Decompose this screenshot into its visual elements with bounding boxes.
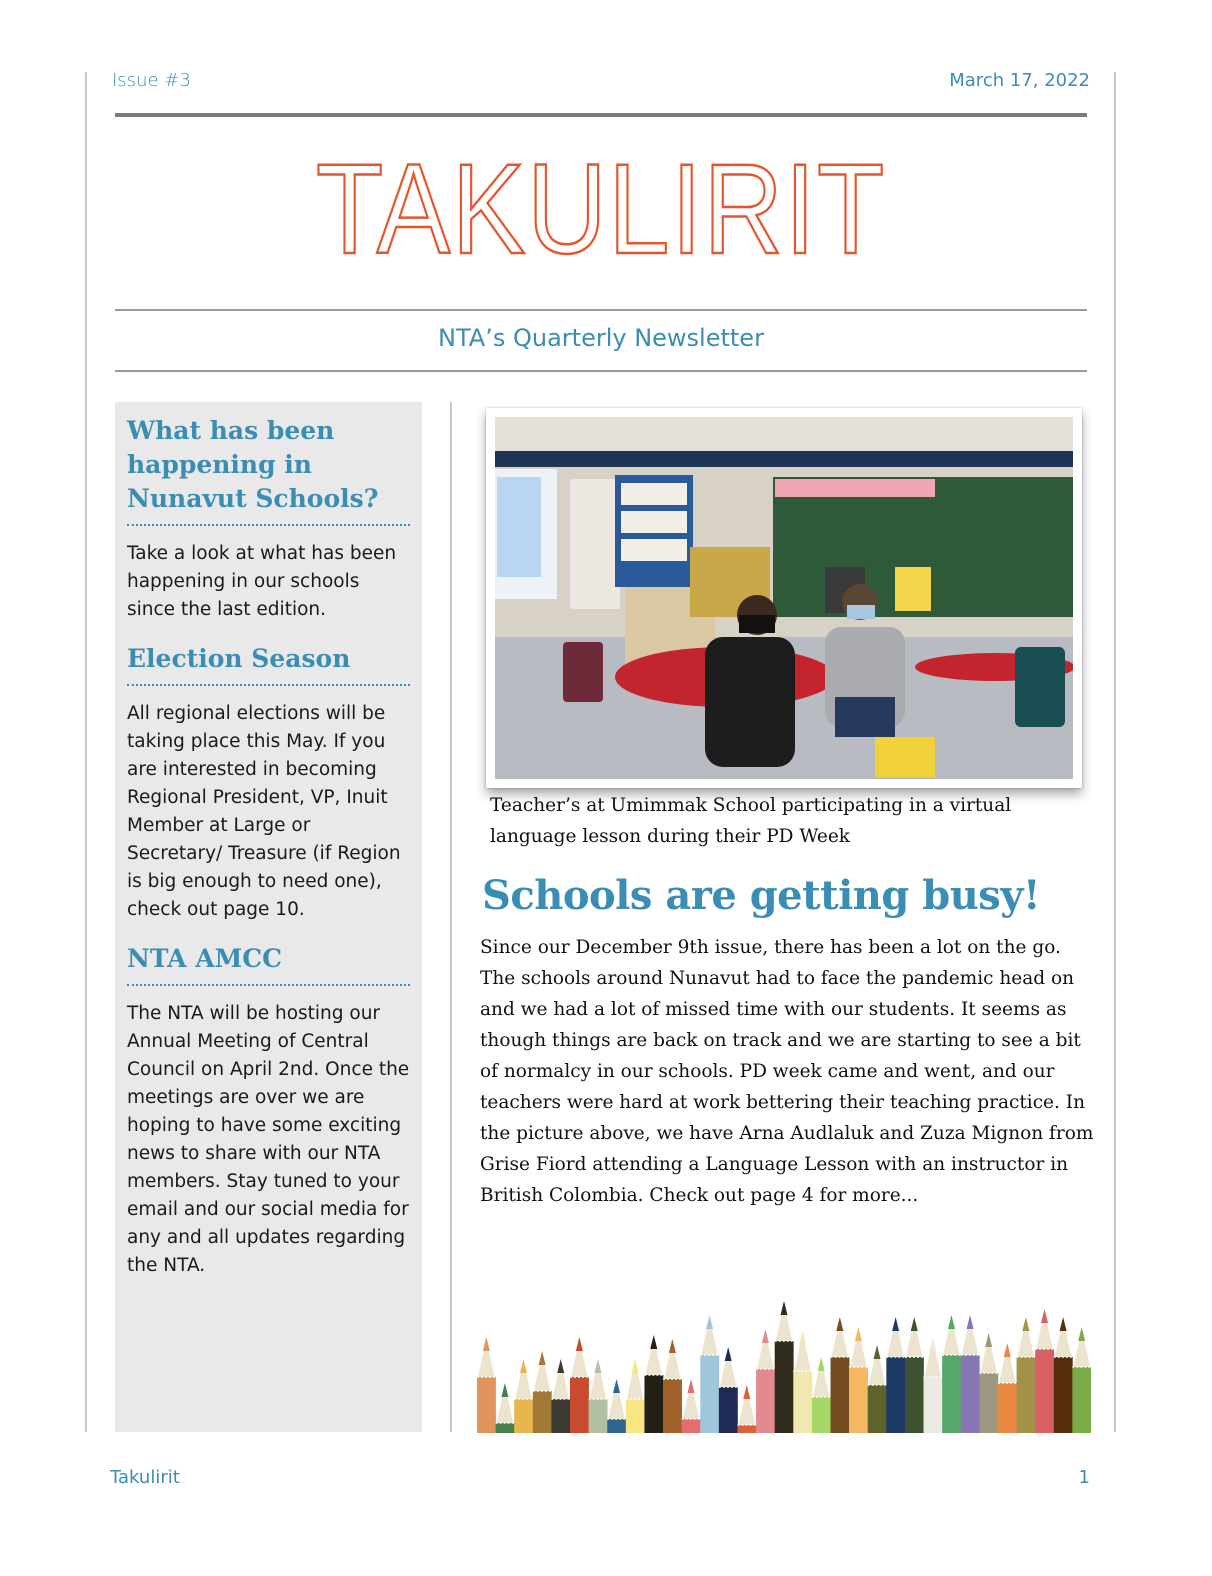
- sidebar: [115, 402, 422, 1432]
- header-rule: [115, 113, 1087, 117]
- classroom-photo-illustration: [495, 417, 1073, 779]
- sidebar-heading: NTA AMCC: [127, 944, 283, 973]
- photo-caption: Teacher’s at Umimmak School participating in a virtual language lesson during their PD Week: [490, 795, 1012, 847]
- footer-title: Takulirit: [110, 1467, 180, 1488]
- dotted-divider: [127, 684, 410, 686]
- sidebar-body: The NTA will be hosting our Annual Meeting of Central Council on April 2nd. Once the meetings are over we are hoping to have some exciting news to share with our NTA members. Stay tuned to your email and our social media for any and all updates regarding the NTA.: [127, 1003, 410, 1276]
- page-border-right: [1114, 72, 1116, 1432]
- pencils-illustration: [477, 1285, 1091, 1433]
- sidebar-body: All regional elections will be taking place this May. If you are interested in becoming Regional President, VP, Inuit Member at Large or Secretary/ Treasure (if Region is big enough to need one), check out page 10.: [127, 703, 401, 920]
- page-number: 1: [1078, 1467, 1090, 1488]
- newsletter-subtitle: NTA’s Quarterly Newsletter: [438, 324, 764, 352]
- dotted-divider: [127, 524, 410, 526]
- subtitle-rule-bottom: [115, 370, 1087, 372]
- classroom-photo: [495, 417, 1073, 779]
- colored-pencils-decoration: [477, 1285, 1091, 1433]
- sidebar-body: Take a look at what has been happening in our schools since the last edition.: [127, 543, 397, 620]
- dotted-divider: [127, 984, 410, 986]
- article-body: Since our December 9th issue, there has been a lot on the go. The schools around Nunavut had to face the pandemic head on and we had a lot of missed time with our students. It seems as though things are back on track and we are starting to see a bit of normalcy in our schools. PD week came and went, and our teachers were hard at work bettering their teaching practice. In the picture above, we have Arna Audlaluk and Zuza Mignon from Grise Fiord attending a Language Lesson with an instructor in British Colombia. Check out page 4 for more...: [480, 937, 1094, 1206]
- sidebar-section-schools: [115, 414, 422, 624]
- sidebar-heading: Election Season: [127, 644, 351, 673]
- newsletter-title-text: TAKULIRIT: [315, 138, 887, 281]
- column-divider: [450, 402, 452, 1432]
- issue-number: Issue #3: [112, 70, 191, 91]
- sidebar-section-election: [115, 642, 422, 924]
- article-headline: Schools are getting busy!: [482, 872, 1041, 919]
- sidebar-heading: What has been happening in Nunavut Schools?: [127, 416, 379, 513]
- subtitle-rule-top: [115, 309, 1087, 311]
- newsletter-title: [183, 140, 1019, 280]
- sidebar-section-amcc: [115, 942, 422, 1280]
- page-border-left: [85, 72, 87, 1432]
- issue-date: March 17, 2022: [949, 70, 1090, 91]
- photo-frame: [486, 408, 1082, 788]
